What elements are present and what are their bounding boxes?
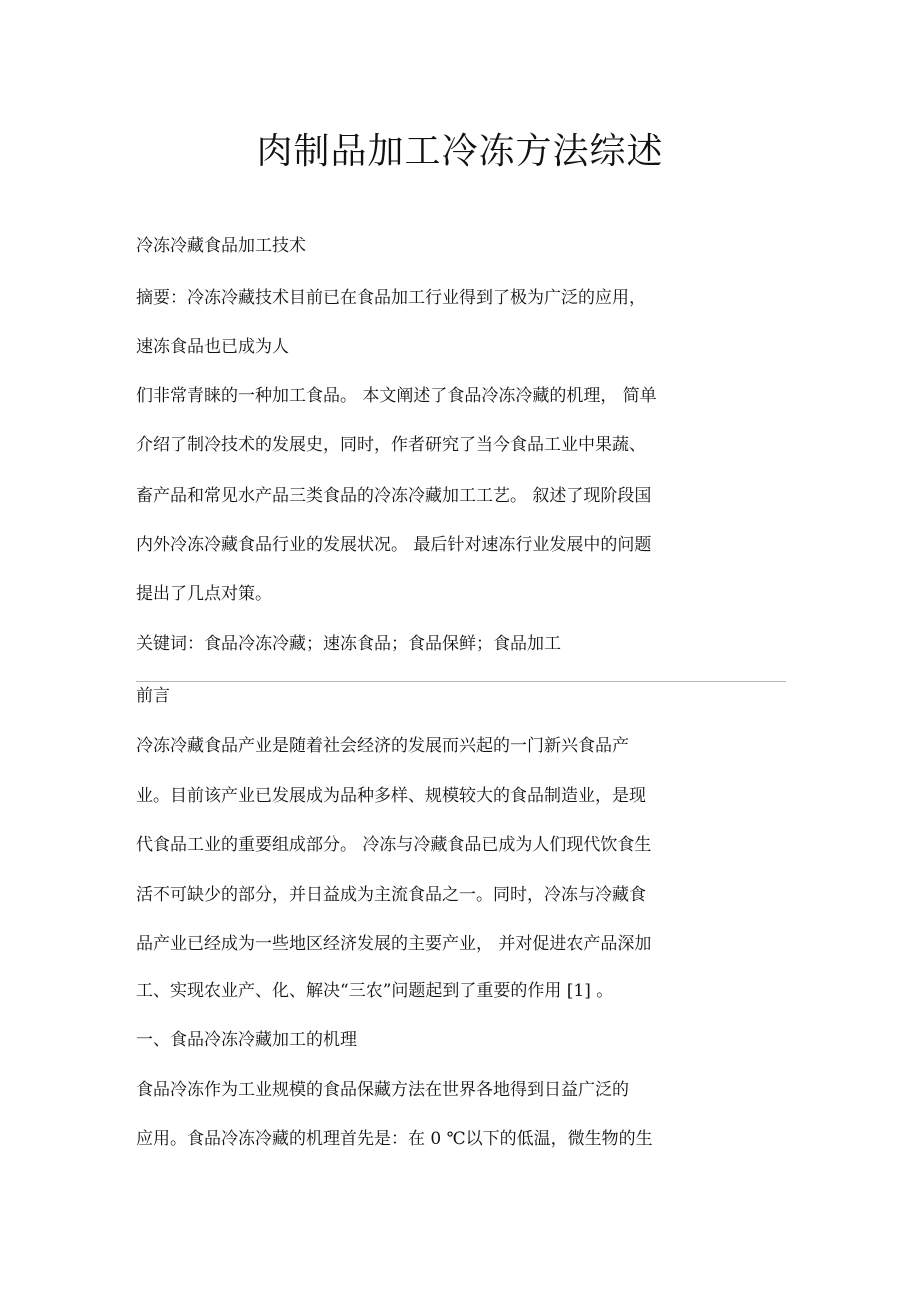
abstract-line: 畜产品和常见水产品三类食品的冷冻冷藏加工工艺。 叙述了现阶段国 bbox=[136, 486, 652, 506]
abstract-line: 们非常青睐的一种加工食品。 本文阐述了食品冷冻冷藏的机理， 简单 bbox=[136, 386, 657, 406]
section-heading-preface: 前言 bbox=[136, 686, 170, 706]
body-line: 食品冷冻作为工业规模的食品保藏方法在世界各地得到日益广泛的 bbox=[136, 1080, 629, 1100]
abstract-line: 介绍了制冷技术的发展史，同时，作者研究了当今食品工业中果蔬、 bbox=[136, 435, 646, 455]
body-line: 工、实现农业产、化、解决“三农”问题起到了重要的作用 [1] 。 bbox=[136, 981, 614, 1001]
abstract-line: 摘要：冷冻冷藏技术目前已在食品加工行业得到了极为广泛的应用， bbox=[136, 288, 646, 308]
abstract-line: 内外冷冻冷藏食品行业的发展状况。 最后针对速冻行业发展中的问题 bbox=[136, 535, 652, 555]
body-line: 应用。食品冷冻冷藏的机理首先是：在 0 ℃以下的低温，微生物的生 bbox=[136, 1129, 653, 1149]
body-line: 代食品工业的重要组成部分。 冷冻与冷藏食品已成为人们现代饮食生 bbox=[136, 835, 652, 855]
body-line: 活不可缺少的部分，并日益成为主流食品之一。同时，冷冻与冷藏食 bbox=[136, 885, 646, 905]
document-title: 肉制品加工冷冻方法综述 bbox=[256, 131, 664, 172]
body-line: 品产业已经成为一些地区经济发展的主要产业， 并对促进农产品深加 bbox=[136, 934, 652, 954]
keywords-line: 关键词：食品冷冻冷藏；速冻食品；食品保鲜；食品加工 bbox=[136, 634, 561, 654]
abstract-line: 提出了几点对策。 bbox=[136, 584, 272, 604]
section-heading-mechanism: 一、食品冷冻冷藏加工的机理 bbox=[136, 1030, 357, 1050]
body-line: 业。目前该产业已发展成为品种多样、规模较大的食品制造业，是现 bbox=[136, 786, 646, 806]
body-line: 冷冻冷藏食品产业是随着社会经济的发展而兴起的一门新兴食品产 bbox=[136, 736, 629, 756]
abstract-line: 速冻食品也已成为人 bbox=[136, 337, 289, 357]
subtitle: 冷冻冷藏食品加工技术 bbox=[136, 236, 306, 256]
section-divider bbox=[136, 681, 786, 682]
